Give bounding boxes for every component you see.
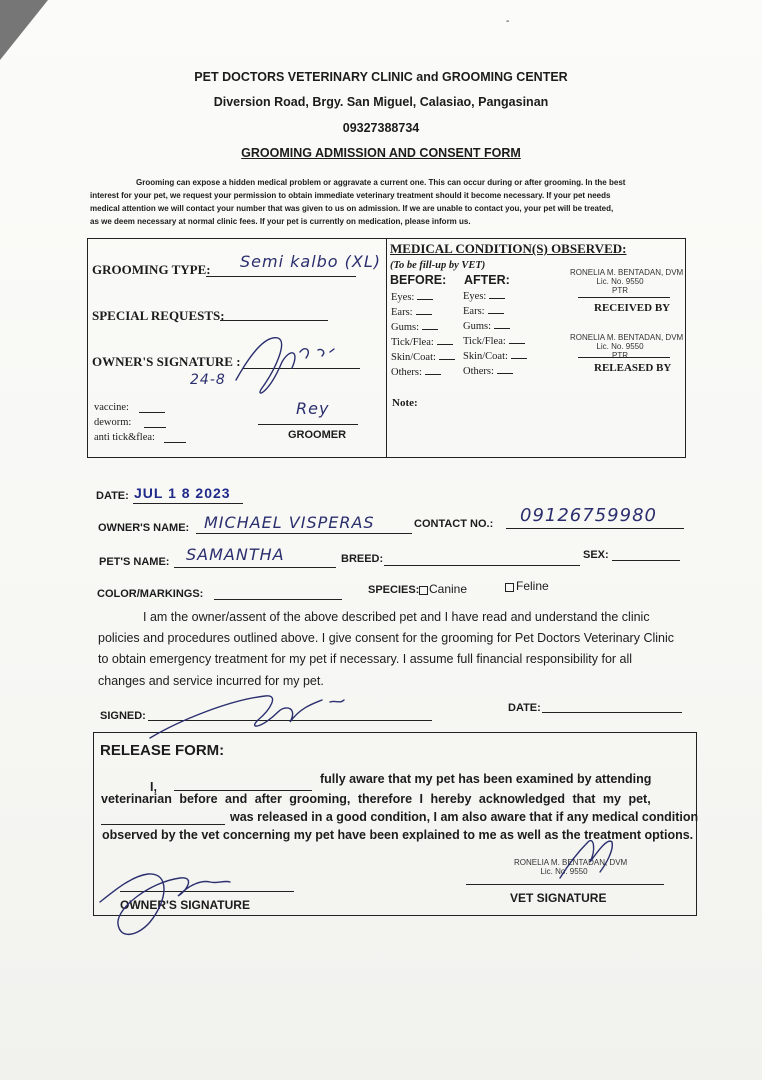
after-item-label: Eyes:: [463, 291, 487, 302]
after-item-label: Ears:: [463, 306, 485, 317]
breed-label: BREED:: [341, 553, 384, 565]
intro-line-4: as we deem necessary at normal clinic fees. If your pet is currently on medication, please inform us.: [90, 217, 471, 226]
note-label: Note:: [392, 397, 418, 409]
signed-label: SIGNED:: [100, 710, 146, 722]
after-item-label: Tick/Flea:: [463, 336, 506, 347]
consent-date-label: DATE:: [508, 702, 541, 714]
consent-line-3: to obtain emergency treatment for my pet if necessary. I assume full financial responsibility for all: [98, 652, 633, 666]
owner-signature-scribble-1: [236, 338, 334, 393]
clinic-name: PET DOCTORS VETERINARY CLINIC and GROOMING CENTER: [194, 70, 568, 84]
consent-line-4: changes and service incurred for my pet.: [98, 674, 324, 688]
release-title: RELEASE FORM:: [100, 742, 225, 759]
owner-signature-date: 24-8: [190, 372, 226, 388]
vet-license: Lic. No. 9550: [596, 342, 644, 351]
stray-mark: -: [506, 16, 510, 27]
owner-name-value: MICHAEL VISPERAS: [204, 513, 375, 532]
release-line-1: fully aware that my pet has been examined by attending: [320, 772, 652, 786]
contact-value: 09126759980: [520, 505, 657, 526]
pet-name-label: PET'S NAME:: [99, 556, 170, 568]
before-item-label: Tick/Flea:: [391, 337, 434, 348]
before-item-label: Gums:: [391, 322, 420, 333]
vet-license: Lic. No. 9550: [540, 867, 588, 876]
intro-line-1: Grooming can expose a hidden medical problem or aggravate a current one. This can occur during or after grooming. In the best: [136, 178, 626, 187]
date-stamp: JUL 1 8 2023: [134, 485, 231, 501]
release-i-label: I,: [150, 780, 157, 794]
after-label: AFTER:: [464, 273, 510, 287]
vaccine-label: vaccine:: [94, 402, 129, 413]
release-line-3: was released in a good condition, I am also aware that if any medical condition: [230, 810, 699, 824]
feline-label: Feline: [516, 579, 549, 593]
vet-ptr: PTR: [612, 351, 628, 360]
vet-signature-scribble: [560, 841, 612, 878]
grooming-type-value: Semi kalbo (XL): [240, 252, 382, 271]
after-item-label: Gums:: [463, 321, 492, 332]
color-label: COLOR/MARKINGS:: [97, 588, 204, 600]
before-item-label: Eyes:: [391, 292, 415, 303]
vet-name: RONELIA M. BENTADAN, DVM: [514, 858, 628, 867]
vet-ptr: PTR: [612, 286, 628, 295]
intro-line-3: medical attention we will contact your number that was given to us on admission. If we are unable to contact you, your pet will be treated,: [90, 204, 614, 213]
contact-label: CONTACT NO.:: [414, 518, 494, 530]
special-requests-label: SPECIAL REQUESTS:: [92, 308, 225, 323]
clinic-address: Diversion Road, Brgy. San Miguel, Calasiao, Pangasinan: [213, 95, 549, 109]
groomer-label: GROOMER: [288, 429, 347, 441]
consent-line-2: policies and procedures outlined above. I give consent for the grooming for Pet Doctors Veterinary Clinic: [98, 631, 675, 645]
intro-line-2: interest for your pet, we request your permission to obtain immediate veterinary treatment should it become necessary. If your pet needs: [90, 191, 611, 200]
after-item-label: Others:: [463, 366, 494, 377]
before-label: BEFORE:: [390, 273, 447, 287]
release-line-2: veterinarian before and after grooming, therefore I hereby acknowledged that my pet,: [101, 792, 651, 806]
owner-signature-label: OWNER'S SIGNATURE :: [92, 354, 241, 369]
deworm-label: deworm:: [94, 417, 132, 428]
species-label: SPECIES:: [368, 584, 420, 596]
vet-license: Lic. No. 9550: [596, 277, 644, 286]
vet-name: RONELIA M. BENTADAN, DVM: [570, 268, 684, 277]
vet-name: RONELIA M. BENTADAN, DVM: [570, 333, 684, 342]
owner-signature-scribble-2: [150, 696, 344, 738]
antitick-label: anti tick&flea:: [94, 432, 155, 443]
owner-signature-scribble-3: [100, 874, 230, 934]
form-title: GROOMING ADMISSION AND CONSENT FORM: [241, 146, 521, 160]
medical-title: MEDICAL CONDITION(S) OBSERVED:: [390, 241, 627, 256]
release-owner-sig-label: OWNER'S SIGNATURE: [120, 898, 250, 912]
sex-label: SEX:: [583, 549, 609, 561]
before-item-label: Others:: [391, 367, 422, 378]
clinic-phone: 09327388734: [342, 121, 420, 135]
before-item-label: Skin/Coat:: [391, 352, 436, 363]
canine-label: Canine: [429, 582, 468, 596]
released-by-label: RELEASED BY: [594, 362, 672, 374]
date-label: DATE:: [96, 490, 129, 502]
received-by-label: RECEIVED BY: [594, 302, 671, 314]
grooming-type-label: GROOMING TYPE:: [92, 262, 211, 277]
before-item-label: Ears:: [391, 307, 413, 318]
release-line-4: observed by the vet concerning my pet have been explained to me as well as the treatment options.: [102, 828, 694, 842]
owner-name-label: OWNER'S NAME:: [98, 522, 190, 534]
after-item-label: Skin/Coat:: [463, 351, 508, 362]
medical-subtitle: (To be fill-up by VET): [390, 260, 486, 271]
pet-name-value: SAMANTHA: [186, 545, 285, 564]
consent-line-1: I am the owner/assent of the above described pet and I have read and understand the clinic: [143, 610, 650, 624]
groomer-value: Rey: [296, 399, 330, 418]
release-vet-sig-label: VET SIGNATURE: [510, 891, 607, 905]
